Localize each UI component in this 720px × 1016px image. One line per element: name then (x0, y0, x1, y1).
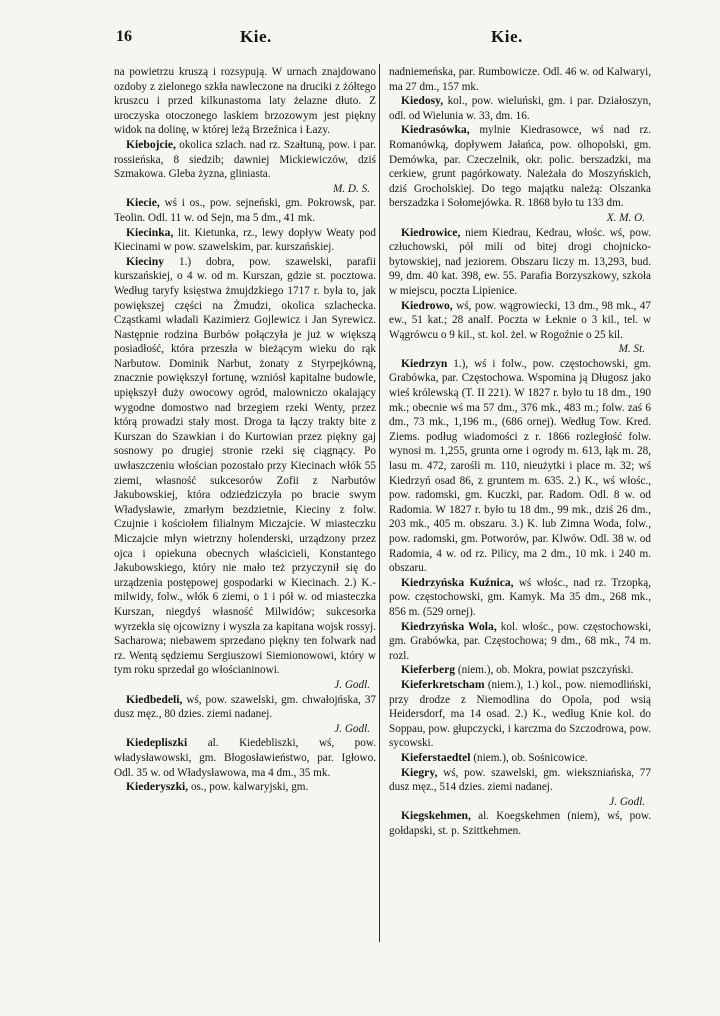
entry-text: os., pow. kalwaryjski, gm. (190, 781, 309, 794)
entry-signature: J. Godl. (334, 722, 370, 735)
entry-text: mylnie Kiedrasowce, wś nad rz. Romanówką, dopływem Jałańca, pow. olhopolski, gm. Demówka, par. Czeczelnik, okr. polic. berszadzki, ma cerkiew, grunt pagórkowaty. Należała do Moszyńskich, dziś Grocholskiej. Do tego majątku należą: Olszanka berszadzka i Sołomejówka. R. 1868 było tu 133 dm. (389, 124, 651, 210)
entry-headword: Kiedrzyn (401, 356, 448, 370)
entry-text: kol., pow. wieluński, gm. i par. Działoszyn, odl. od Wielunia w. 33, dm. 16. (389, 95, 651, 122)
entry-signature: J. Godl. (334, 678, 370, 691)
entry-kiedrzyn (389, 357, 651, 576)
entry-text: wś i os., pow. sejneński, gm. Pokrowsk, par. Teolin. Odl. 11 w. od Sejn, ma 5 dm., 41 mk. (114, 197, 376, 224)
entry-text: wś, pow. szawelski, gm. chwałojńska, 37 dusz męz., 80 dzies. ziemi nadanej. (114, 693, 377, 721)
entry-kieferberg (389, 663, 651, 678)
entry-text: wś, pow. wągrowiecki, 13 dm., 98 mk., 47 ew., 51 kat.; 28 analf. Poczta w Łeknie o 3 kil., tel. w Wągrówcu o 9 kil., st. kol. żel. w Rogoźnie o 25 kil. (389, 299, 651, 341)
entry-kieferstaedtel (389, 751, 651, 766)
entry-signature: X. M. O. (606, 211, 645, 224)
column-divider (379, 64, 380, 942)
entry-kiederyszki (114, 780, 376, 795)
entry-text: nadniemeńska, par. Rumbowicze. Odl. 46 w. od Kalwaryi, ma 27 dm., 157 mk. (389, 66, 651, 93)
entry-text: wś włośc., nad rz. Trzopką, pow. częstochowski, gm. Kamyk. Ma 35 dm., 268 mk., 856 m. (529 ornej). (389, 576, 651, 618)
entry-kiebojcie (114, 138, 376, 196)
entry-text: lit. Kietunka, rz., lewy dopływ Weaty pod Kiecinami w pow. szawelskim, par. kurszańskiej. (114, 226, 376, 254)
entry-continuation (114, 65, 376, 138)
entry-kiedrzynska-kuznica (389, 576, 651, 620)
entry-headword: Kiebojcie, (126, 137, 176, 151)
entry-text: wś, pow. szawelski, gm. wiekszniańska, 77 dusz męz., 514 dzies. ziemi nadanej. (389, 766, 651, 794)
entry-text: 1.) dobra, pow. szawelski, parafii kurszańskiej, o 4 w. od m. Kurszan, gdzie st. pocztowa. Według taryfy księstwa żmujdzkiego 1717 r. była to, jak powiększej części na Żmudzi, okolica szlachecka. Cząstkami władali Kazimierz Gojlewicz i Jan Syrewicz. Następnie rodzina Burbów połączyła je już w większą posiadłość, która przeszła w bieżącym wieku do rąk Narbutow. Dominik Narbut, żonaty z Styrpejkówną, znacznie powiększył fortunę, wzniósł kapitalne budowle, upiększył duży owocowy ogród, malowniczo okalający wygodne domostwo nad brzegiem rzeki Wenty, przez którą prowadzi stały most. Droga ta łączy trakty bite z Kurszan do Szawkian i do Kurtowian przez piękny gaj sosnowy po drugiej stronie rzeki się ciągnący. Po uwłaszczeniu włościan pozostało przy Kiecinach włók 55 ziemi, własność sukcesorów Zofii z Narbutów Jakubowskiej, która odziedziczyła po bracie swym Władysławie, zmarłym bezdzietnie, Kieciny z folw. Czujnie i kościołem filialnym Miczajcie. W miasteczku Miczajcie młyn wietrzny holenderski, urządzony przez ojca i opiekuna obecnych właścicieli, Konstantego Jakubowskiego, który nie mało też przyczynił się do urządzenia postępowej gospodarki w Kiecinach. 2.) K.-milwidy, folw., włók 6 ziemi, o 1 i pół w. od miasteczka Kurszan, niegdyś własność Milwidów; sukcesorka wyrzekła się ojcowizny i wyszła za kapitana wojsk rossyj. Sacharowa; niebawem sprzedano piękny ten folwark nad rz. Wentą sędziemu Sergiuszowi Siemionowowi, który w tym roku sprzedał go włościaninowi. (114, 255, 376, 677)
running-head-right: Kie. (491, 27, 523, 46)
entry-kiedosy (389, 94, 651, 123)
entry-text: (niem.), 1.) kol., pow. niemodliński, przy drodze z Niemodlina do Opola, pod wsią Heidersdorf, ma 14 osad. 2.) K., według Knie kol. do Soppau, pow. głupczycki, i karczma do Szczodrowa, pow. sycowski. (389, 678, 652, 750)
running-head-left: Kie. (240, 27, 272, 46)
entry-headword: Kiegry, (401, 765, 438, 779)
entry-headword: Kiecinka, (126, 225, 174, 239)
entry-kiedepliszki (114, 736, 376, 780)
entry-text: kol. włośc., pow. częstochowski, gm. Grabówka, par. Częstochowa; 9 dm., 68 mk., 74 m. rozl. (389, 620, 651, 662)
entry-signature: M. D. S. (333, 182, 370, 195)
entry-headword: Kiederyszki, (126, 780, 189, 794)
entry-text: (niem.), ob. Mokra, powiat pszczyński. (457, 664, 634, 677)
entry-kiecie (114, 196, 376, 225)
entry-text: okolica szlach. nad rz. Szałtuną, pow. i par. rossieńska, 8 siedzib; dawniej Mickiewiczów, dziś Szmakowa. Gleba żyzna, gliniasta. (114, 138, 377, 181)
entry-kiedrowo (389, 299, 651, 357)
entry-kieciny (114, 255, 376, 693)
entry-headword: Kiedrowice, (401, 225, 461, 239)
entry-text: na powietrzu kruszą i rozsypują. W urnach znajdowano ozdoby z zielonego szkła nawleczone na druciki z żółtego kruszcu i przed kilkunastoma laty żelazne dłuto. Z uroczyska otoczonego laskiem brzozowym jest piękny widok na dolinę, w której leżą Brzeźnica i Łazy. (114, 66, 376, 137)
entry-headword: Kieciny (126, 254, 164, 268)
entry-headword: Kieferstaedtel (401, 750, 471, 764)
entry-headword: Kiedbedeli, (126, 692, 183, 706)
entry-kiegskehmen (389, 809, 651, 838)
entry-continuation (389, 65, 651, 94)
entry-headword: Kieferkretscham (401, 677, 485, 691)
entry-kiegry (389, 766, 651, 810)
entry-text: al. Kiedebliszki, wś, pow. władysławowski, gm. Błogosławieństwo, par. Igłowo. Odl. 35 w. od Władysławowa, ma 4 dm., 35 mk. (114, 737, 377, 779)
left-column (114, 65, 376, 795)
entry-kieferkretscham (389, 678, 651, 751)
entry-signature: J. Godl. (609, 795, 645, 808)
entry-headword: Kieferberg (401, 663, 456, 677)
entry-text: al. Koegskehmen (niem), wś, pow. gołdapski, st. p. Szittkehmen. (389, 810, 652, 837)
entry-text: 1.), wś i folw., pow. częstochowski, gm. Grabówka, par. Częstochowa. Wspomina ją Długosz jako wieś królewską (T. II 221). W 1827 r. było tu 18 dm., 190 mk.; obecnie wś ma 57 dm., 376 mk., 483 m.; folw. zaś 6 dm., 73 mk., 1,196 m., (686 ornej). Według Tow. Kred. Ziems. podług wiadomości z r. 1866 rozległość folw. wynosi m. 1,255, grunta orne i ogrody m. 613, łąk m. 28, lasu m. 472, zarośli m. 110, nieużytki i place m. 32; wś Kiedrzyń osad 86, z gruntem m. 635. 2.) K., wś włośc., pow. radomski, gm. Kuczki, par. Radom. Odl. 8 w. od Radomia. W 1827 r. było tu 18 dm., 99 mk., dziś 26 dm., 203 mk., 405 m. obszaru. 3.) K. lub Zimna Woda, folw., pow. radomski, gm. Potworów, par. Klwów. Odl. 38 w. od Radomia, 4 w. od rz. Pilicy, ma 2 dm., 10 mk. i 240 m. obszaru. (389, 357, 651, 575)
entry-headword: Kiedrowo, (401, 298, 453, 312)
right-column (389, 65, 651, 838)
entry-kiecinka (114, 226, 376, 255)
entry-headword: Kiedrzyńska Wola, (401, 619, 497, 633)
entry-text: (niem.), ob. Sośnicowice. (473, 751, 588, 764)
entry-headword: Kiecie, (126, 196, 160, 210)
entry-headword: Kiedrasówka, (401, 123, 470, 137)
page-number: 16 (116, 28, 132, 45)
entry-headword: Kiedosy, (401, 94, 444, 108)
entry-headword: Kiedepliszki (126, 736, 188, 750)
entry-kiedrzynska-wola (389, 620, 651, 664)
entry-kiedbedeli (114, 693, 376, 737)
entry-headword: Kiegskehmen, (401, 809, 471, 823)
entry-kiedrowice (389, 226, 651, 299)
entry-signature: M. St. (618, 343, 645, 356)
entry-headword: Kiedrzyńska Kuźnica, (401, 575, 514, 589)
entry-text: niem Kiedrau, Kedrau, włośc. wś, pow. człuchowski, pół mili od bitej drogi chojnicko-bytowskiej, nad jeziorem. Obszaru liczy m. 13,293, bud. 99, dm. 40 kat. 398, ew. 55. Parafia Borzyszkowy, szkoła w miejscu, poczta Lipienice. (389, 226, 652, 297)
entry-kiedrasowka (389, 123, 651, 225)
